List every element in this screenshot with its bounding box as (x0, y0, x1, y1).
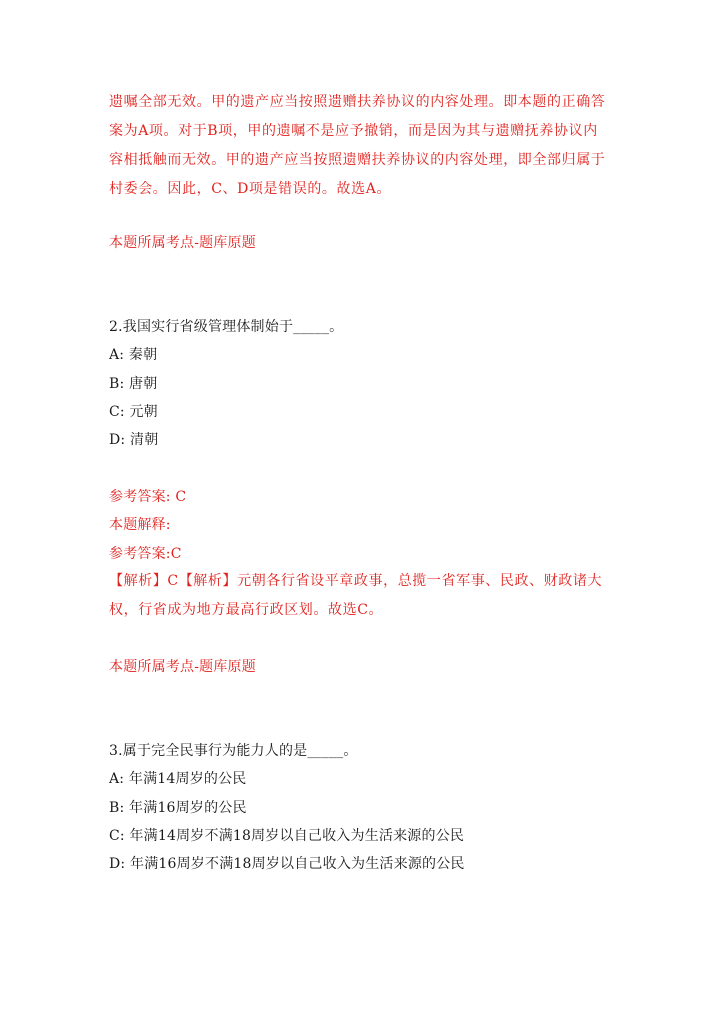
q2-option-d: D: 清朝 (109, 432, 159, 448)
q3-stem: 3.属于完全民事行为能力人的是_____。 (109, 743, 358, 759)
q2-topic-note: 本题所属考点-题库原题 (109, 659, 256, 675)
q2-explain-label: 本题解释: (109, 517, 171, 533)
q3-option-d: D: 年满16周岁不满18周岁以自己收入为生活来源的公民 (109, 856, 465, 872)
q2-analysis (109, 567, 609, 625)
q2-option-c: C: 元朝 (109, 404, 158, 420)
q3-option-a: A: 年满14周岁的公民 (109, 771, 247, 787)
q1-explanation (109, 88, 609, 204)
q1-topic-note: 本题所属考点-题库原题 (109, 235, 256, 251)
q2-option-a: A: 秦朝 (109, 347, 158, 363)
q2-stem: 2.我国实行省级管理体制始于_____。 (109, 319, 344, 335)
q1-explanation-line: 案为A项。对于B项，甲的遗嘱不是应予撤销，而是因为其与遗赠抚养协议内 (109, 123, 598, 139)
q1-explanation-line: 村委会。因此，C、D项是错误的。故选A。 (109, 181, 392, 197)
q2-answer: 参考答案: C (109, 489, 187, 505)
q1-explanation-line: 容相抵触而无效。甲的遗产应当按照遗赠扶养协议的内容处理，即全部归属于 (109, 152, 606, 168)
q2-answer-repeat: 参考答案:C (109, 546, 182, 562)
q3-option-b: B: 年满16周岁的公民 (109, 800, 247, 816)
q1-explanation-line: 遗嘱全部无效。甲的遗产应当按照遗赠扶养协议的内容处理。即本题的正确答 (109, 94, 606, 110)
q2-analysis-line: 【解析】C【解析】元朝各行省设平章政事，总揽一省军事、民政、财政诸大 (109, 573, 603, 589)
q3-option-c: C: 年满14周岁不满18周岁以自己收入为生活来源的公民 (109, 828, 465, 844)
q2-option-b: B: 唐朝 (109, 376, 158, 392)
q2-analysis-line: 权，行省成为地方最高行政区划。故选C。 (109, 602, 384, 618)
